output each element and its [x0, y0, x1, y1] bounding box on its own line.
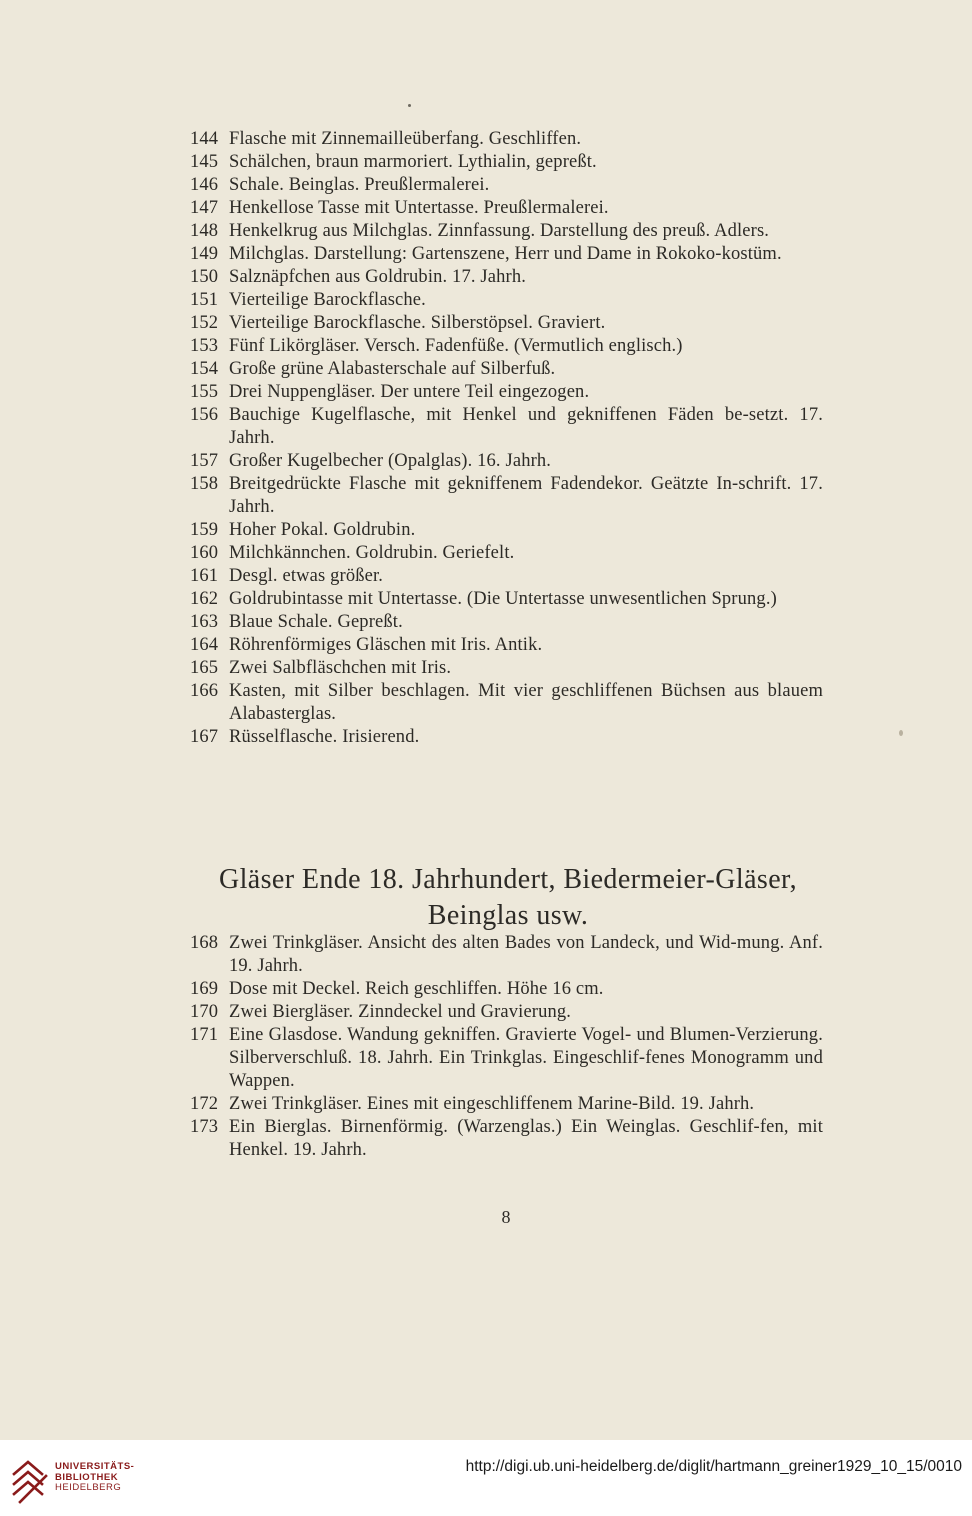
entry-text: Großer Kugelbecher (Opalglas). 16. Jahrh. [229, 451, 552, 471]
library-name-line-1: UNIVERSITÄTS- [55, 1461, 135, 1472]
catalog-entry [0, 174, 972, 197]
entry-number: 157 [190, 451, 219, 471]
entry-text: Blaue Schale. Gepreßt. [229, 612, 403, 632]
catalog-entry [0, 1093, 972, 1116]
entry-number: 148 [190, 221, 219, 241]
page-number: 8 [501, 1207, 511, 1227]
entry-text: Milchglas. Darstellung: Gartenszene, Herr und Dame in Rokoko-kostüm. [229, 244, 782, 264]
entry-text: Hoher Pokal. Goldrubin. [229, 520, 416, 540]
source-url-link[interactable]: http://digi.ub.uni-heidelberg.de/diglit/hartmann_greiner1929_10_15/0010 [465, 1458, 962, 1475]
entry-number: 165 [190, 658, 219, 678]
catalog-entry [0, 335, 972, 358]
entry-number: 162 [190, 589, 219, 609]
entry-number: 147 [190, 198, 219, 218]
entry-text: Henkellose Tasse mit Untertasse. Preußlermalerei. [229, 198, 609, 218]
entry-text: Henkelkrug aus Milchglas. Zinnfassung. Darstellung des preuß. Adlers. [229, 221, 770, 241]
page-speck [408, 104, 411, 107]
entry-number: 145 [190, 152, 219, 172]
entry-number: 159 [190, 520, 219, 540]
library-name-line-3: HEIDELBERG [55, 1482, 122, 1493]
catalog-entry [0, 289, 972, 312]
library-name-line-2: BIBLIOTHEK [55, 1471, 119, 1483]
catalog-entry [0, 519, 972, 542]
entry-number: 151 [190, 290, 219, 310]
entry-text: Rüsselflasche. Irisierend. [229, 727, 420, 747]
catalog-entry [0, 381, 972, 404]
entry-number: 167 [190, 727, 219, 747]
entry-number: 168 [190, 933, 219, 953]
entry-text: Schale. Beinglas. Preußlermalerei. [229, 175, 490, 195]
entry-number: 146 [190, 175, 219, 195]
catalog-entry [0, 726, 972, 749]
entry-text: Ein Bierglas. Birnenförmig. (Warzenglas.) Ein Weinglas. Geschlif-fen, mit Henkel. 19. Jahrh. [229, 1117, 823, 1160]
entry-text: Milchkännchen. Goldrubin. Geriefelt. [229, 543, 515, 563]
catalog-entry [0, 151, 972, 174]
catalog-entry [0, 450, 972, 473]
entry-text: Desgl. etwas größer. [229, 566, 384, 586]
entry-number: 170 [190, 1002, 219, 1022]
entry-number: 171 [190, 1025, 219, 1045]
entry-number: 150 [190, 267, 219, 287]
catalog-entry [0, 634, 972, 657]
catalog-list-2 [0, 932, 972, 1162]
catalog-entry [0, 243, 972, 266]
entry-number: 164 [190, 635, 219, 655]
catalog-entry [0, 978, 972, 1001]
entry-text: Goldrubintasse mit Untertasse. (Die Untertasse unwesentlichen Sprung.) [229, 589, 777, 609]
entry-text: Vierteilige Barockflasche. Silberstöpsel. Graviert. [229, 313, 606, 333]
catalog-entry [0, 473, 972, 519]
entry-number: 144 [190, 129, 219, 149]
catalog-entry [0, 565, 972, 588]
entry-text: Fünf Likörgläser. Versch. Fadenfüße. (Vermutlich englisch.) [229, 336, 683, 356]
entry-text: Große grüne Alabasterschale auf Silberfuß. [229, 359, 556, 379]
library-logo-icon [10, 1454, 50, 1510]
entry-number: 152 [190, 313, 219, 333]
entry-number: 169 [190, 979, 219, 999]
catalog-entry [0, 312, 972, 335]
catalog-entry [0, 128, 972, 151]
entry-text: Dose mit Deckel. Reich geschliffen. Höhe 16 cm. [229, 979, 604, 999]
catalog-entry [0, 1001, 972, 1024]
catalog-entry [0, 358, 972, 381]
entry-text: Zwei Salbfläschchen mit Iris. [229, 658, 452, 678]
entry-text: Vierteilige Barockflasche. [229, 290, 426, 310]
entry-number: 156 [190, 405, 219, 425]
catalog-entry [0, 680, 972, 726]
catalog-entry [0, 611, 972, 634]
section-heading-line-1: Gläser Ende 18. Jahrhundert, Biedermeier-Gläser, [218, 864, 798, 895]
catalog-entry [0, 542, 972, 565]
entry-number: 153 [190, 336, 219, 356]
entry-text: Drei Nuppengläser. Der untere Teil eingezogen. [229, 382, 590, 402]
catalog-entry [0, 932, 972, 978]
catalog-entry [0, 220, 972, 243]
section-heading [150, 862, 866, 934]
entry-text: Röhrenförmiges Gläschen mit Iris. Antik. [229, 635, 543, 655]
entry-number: 160 [190, 543, 219, 563]
entry-text: Zwei Trinkgläser. Eines mit eingeschliffenem Marine-Bild. 19. Jahrh. [229, 1094, 755, 1114]
section-heading-line-2: Beinglas usw. [427, 900, 589, 931]
entry-text: Breitgedrückte Flasche mit gekniffenem Fadendekor. Geätzte In-schrift. 17. Jahrh. [229, 474, 823, 517]
catalog-entry [0, 657, 972, 680]
entry-text: Bauchige Kugelflasche, mit Henkel und gekniffenen Fäden be-setzt. 17. Jahrh. [229, 405, 823, 448]
catalog-entry [0, 404, 972, 450]
entry-number: 163 [190, 612, 219, 632]
entry-text: Zwei Biergläser. Zinndeckel und Gravierung. [229, 1002, 572, 1022]
catalog-entry [0, 588, 972, 611]
catalog-entry [0, 266, 972, 289]
entry-text: Zwei Trinkgläser. Ansicht des alten Bades von Landeck, und Wid-mung. Anf. 19. Jahrh. [229, 933, 823, 976]
entry-text: Kasten, mit Silber beschlagen. Mit vier geschliffenen Büchsen aus blauem Alabasterglas. [229, 681, 823, 724]
entry-text: Schälchen, braun marmoriert. Lythialin, gepreßt. [229, 152, 597, 172]
entry-text: Flasche mit Zinnemailleüberfang. Geschliffen. [229, 129, 582, 149]
catalog-entry [0, 1116, 972, 1162]
entry-text: Salznäpfchen aus Goldrubin. 17. Jahrh. [229, 267, 527, 287]
entry-number: 172 [190, 1094, 219, 1114]
entry-number: 173 [190, 1117, 219, 1137]
footer-bar [0, 1440, 972, 1516]
catalog-list-1 [0, 128, 972, 749]
entry-number: 155 [190, 382, 219, 402]
library-name [55, 1462, 134, 1494]
entry-text: Eine Glasdose. Wandung gekniffen. Gravierte Vogel- und Blumen-Verzierung. Silberverschluß. 18. Jahrh. Ein Trinkglas. Eingeschlif-fenes Monogramm und Wappen. [229, 1025, 823, 1091]
catalog-entry [0, 197, 972, 220]
entry-number: 161 [190, 566, 219, 586]
catalog-entry [0, 1024, 972, 1093]
entry-number: 166 [190, 681, 219, 701]
entry-number: 158 [190, 474, 219, 494]
entry-number: 154 [190, 359, 219, 379]
entry-number: 149 [190, 244, 219, 264]
